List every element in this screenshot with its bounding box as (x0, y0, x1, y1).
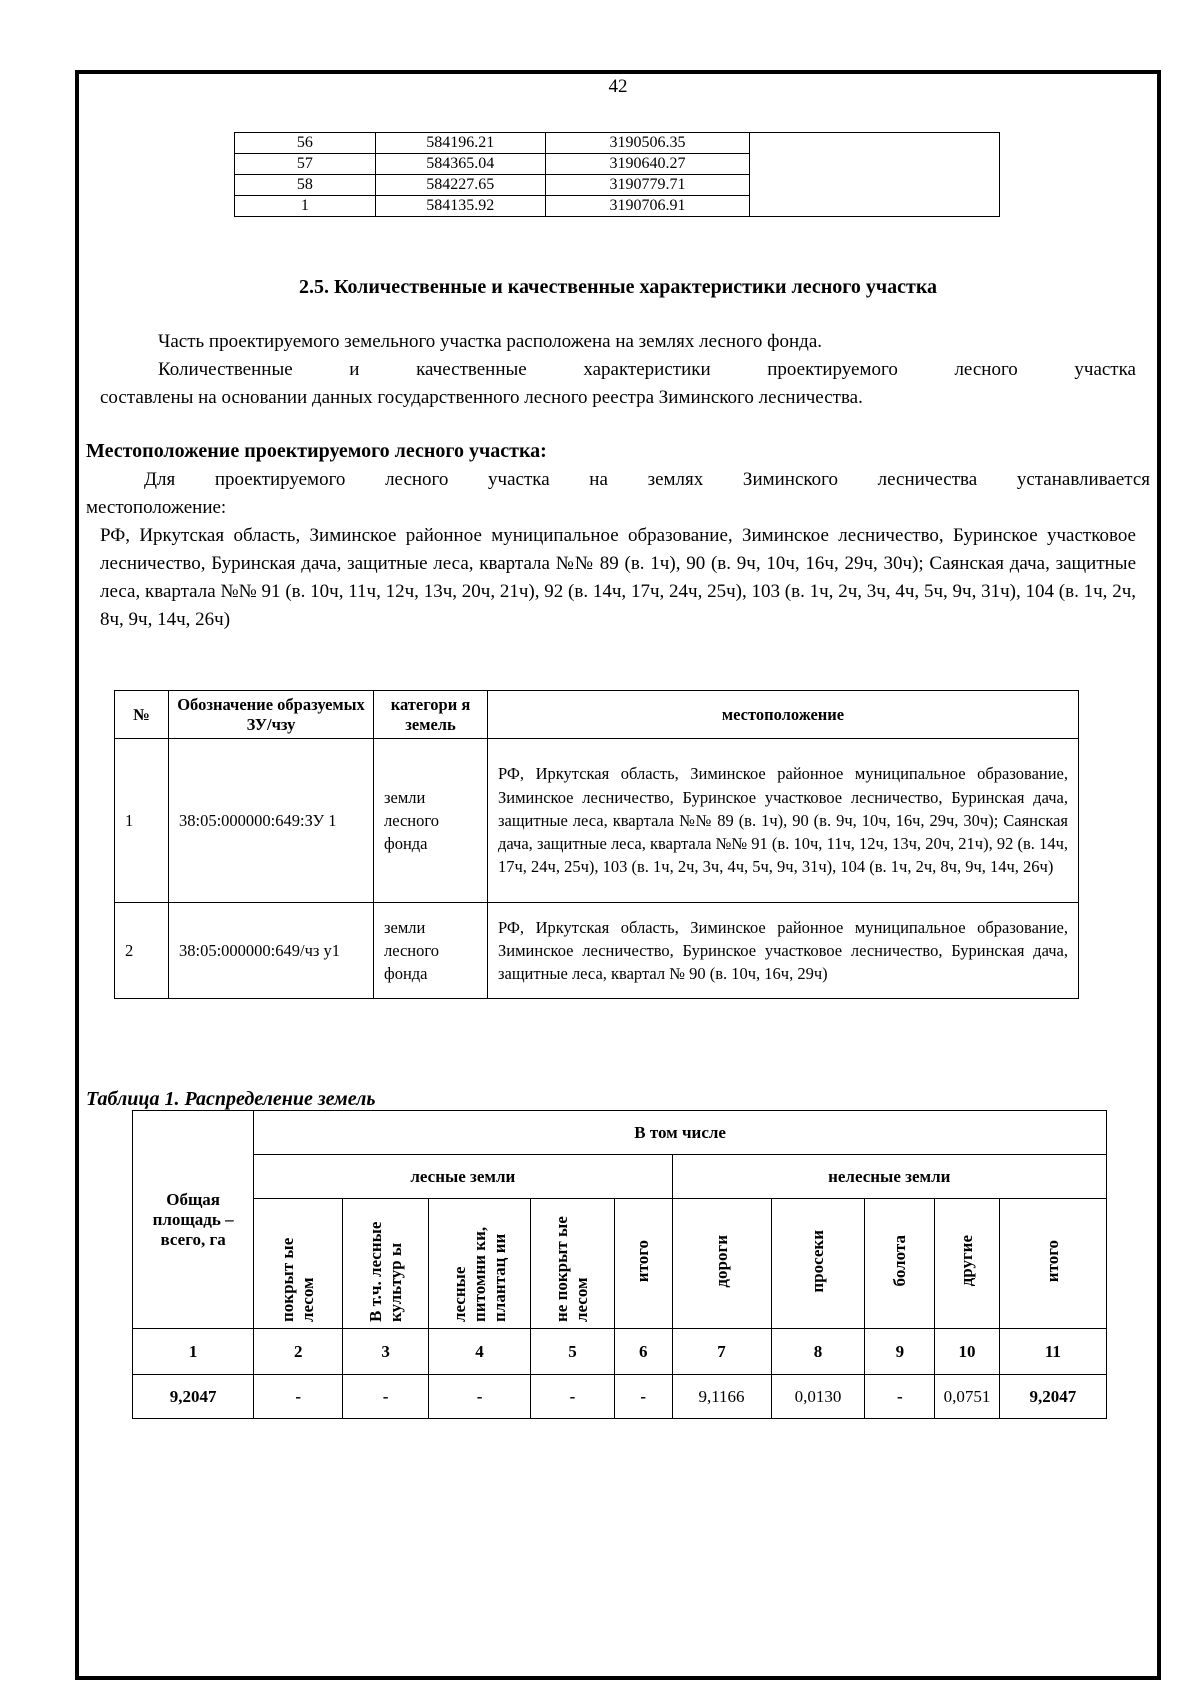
value-cell: - (343, 1375, 429, 1419)
location-text: РФ, Иркутская область, Зиминское районное муниципальное образование, Зиминское лесничество, Буринское участковое лесничество, Буринская дача, защитные леса, квартала №№ 89 (в. 1ч), 90 (в. 9ч, 10ч, 16ч, 29ч, 30ч); Саянская дача, защитные леса, квартала №№ 91 (в. 10ч, 11ч, 12ч, 13ч, 20ч, 21ч), 92 (в. 14ч, 17ч, 24ч, 25ч), 103 (в. 1ч, 2ч, 3ч, 4ч, 5ч, 9ч, 31ч), 104 (в. 1ч, 2ч, 8ч, 9ч, 14ч, 26ч) (100, 525, 1136, 630)
total-area-header: Общая площадь – всего, га (133, 1111, 254, 1329)
col-number: 8 (771, 1329, 865, 1375)
coord-x: 584196.21 (375, 133, 545, 154)
col-header-forest-total: итого (633, 1239, 653, 1283)
col-header-nonforest-total: итого (1042, 1239, 1062, 1283)
empty-cell (750, 133, 1000, 217)
col-number: 6 (614, 1329, 672, 1375)
location-intro (86, 466, 1150, 522)
intro-line-2a: Количественные и качественные характеристики проектируемого лесного участка (158, 359, 1136, 380)
table-row (133, 1375, 1107, 1419)
col-header-other: другие (957, 1235, 976, 1287)
row-location: РФ, Иркутская область, Зиминское районное муниципальное образование, Зиминское лесничество, Буринское участковое лесничество, Буринская дача, защитные леса, квартала №№ 89 (в. 1ч), 90 (в. 9ч, 10ч, 16ч, 29ч, 30ч); Саянская дача, защитные леса, квартала №№ 91 (в. 10ч, 11ч, 12ч, 13ч, 20ч, 21ч), 92 (в. 14ч, 17ч, 24ч, 25ч), 103 (в. 1ч, 2ч, 3ч, 4ч, 5ч, 9ч, 31ч), 104 (в. 1ч, 2ч, 8ч, 9ч, 14ч, 26ч) (488, 739, 1079, 903)
forest-lands-header: лесные земли (254, 1155, 672, 1199)
coord-x: 584365.04 (375, 154, 545, 175)
column-number-row (133, 1329, 1107, 1375)
point-number: 1 (235, 196, 376, 217)
col-number: 1 (133, 1329, 254, 1375)
value-clearings: 0,0130 (771, 1375, 865, 1419)
coord-y: 3190640.27 (545, 154, 750, 175)
coordinates-table (234, 132, 1000, 217)
col-header-nurseries: лесные питомни ки, плантац ии (449, 1226, 509, 1322)
col-header-forested: покрыт ые лесом (278, 1237, 318, 1322)
table-row (115, 739, 1079, 903)
row-category: земли лесного фонда (374, 903, 488, 999)
col-number: 5 (531, 1329, 615, 1375)
value-swamps: - (865, 1375, 935, 1419)
value-cell: - (254, 1375, 343, 1419)
nonforest-lands-header: нелесные земли (672, 1155, 1107, 1199)
table-header-row (133, 1155, 1107, 1199)
coord-x: 584227.65 (375, 175, 545, 196)
col-header-unforested: не покрыт ые лесом (552, 1216, 592, 1322)
row-category: земли лесного фонда (374, 739, 488, 903)
table-header-row (115, 691, 1079, 739)
table-caption: Таблица 1. Распределение земель (86, 1088, 376, 1110)
location-intro-line-a: Для проектируемого лесного участка на землях Зиминского лесничества устанавливается (144, 469, 1150, 490)
location-intro-line-b: местоположение: (86, 497, 227, 518)
col-header-category: категори я земель (374, 691, 488, 739)
including-header: В том числе (254, 1111, 1107, 1155)
table-row (115, 903, 1079, 999)
row-num: 1 (115, 739, 169, 903)
col-header-num: № (115, 691, 169, 739)
coord-y: 3190779.71 (545, 175, 750, 196)
location-table (114, 690, 1079, 999)
intro-line-2b: составлены на основании данных государственного лесного реестра Зиминского лесничества. (100, 387, 863, 408)
section-heading: 2.5. Количественные и качественные характеристики лесного участка (298, 276, 938, 298)
land-distribution-table (132, 1110, 1107, 1419)
table-header-row (133, 1199, 1107, 1329)
value-total: 9,2047 (133, 1375, 254, 1419)
table-row (235, 133, 1000, 154)
col-number: 9 (865, 1329, 935, 1375)
col-number: 11 (999, 1329, 1106, 1375)
coord-y: 3190506.35 (545, 133, 750, 154)
col-number: 4 (429, 1329, 531, 1375)
point-number: 58 (235, 175, 376, 196)
intro-line-1: Часть проектируемого земельного участка расположена на землях лесного фонда. (158, 331, 822, 352)
col-header-designation: Обозначение образуемых ЗУ/чзу (169, 691, 374, 739)
row-designation: 38:05:000000:649/чз у1 (169, 903, 374, 999)
row-num: 2 (115, 903, 169, 999)
value-cell: - (429, 1375, 531, 1419)
row-designation: 38:05:000000:649:ЗУ 1 (169, 739, 374, 903)
point-number: 57 (235, 154, 376, 175)
value-other: 0,0751 (935, 1375, 1000, 1419)
col-header-swamps: болота (889, 1235, 909, 1287)
intro-paragraph (100, 328, 1136, 412)
col-number: 3 (343, 1329, 429, 1375)
table-header-row (133, 1111, 1107, 1155)
value-roads: 9,1166 (672, 1375, 771, 1419)
col-header-roads: дороги (711, 1234, 731, 1288)
page-number: 42 (608, 76, 628, 97)
value-cell: - (531, 1375, 615, 1419)
coord-y: 3190706.91 (545, 196, 750, 217)
col-header-forest-cultures: В т.ч. лесные культур ы (365, 1221, 405, 1322)
col-number: 10 (935, 1329, 1000, 1375)
location-heading: Местоположение проектируемого лесного участка: (86, 440, 547, 462)
coord-x: 584135.92 (375, 196, 545, 217)
value-nonforest-total: 9,2047 (999, 1375, 1106, 1419)
col-number: 2 (254, 1329, 343, 1375)
point-number: 56 (235, 133, 376, 154)
col-header-clearings: просеки (807, 1229, 827, 1293)
col-number: 7 (672, 1329, 771, 1375)
row-location: РФ, Иркутская область, Зиминское районное муниципальное образование, Зиминское лесничество, Буринское участковое лесничество, Буринская дача, защитные леса, квартал № 90 (в. 10ч, 16ч, 29ч) (488, 903, 1079, 999)
col-header-location: местоположение (488, 691, 1079, 739)
value-cell: - (614, 1375, 672, 1419)
